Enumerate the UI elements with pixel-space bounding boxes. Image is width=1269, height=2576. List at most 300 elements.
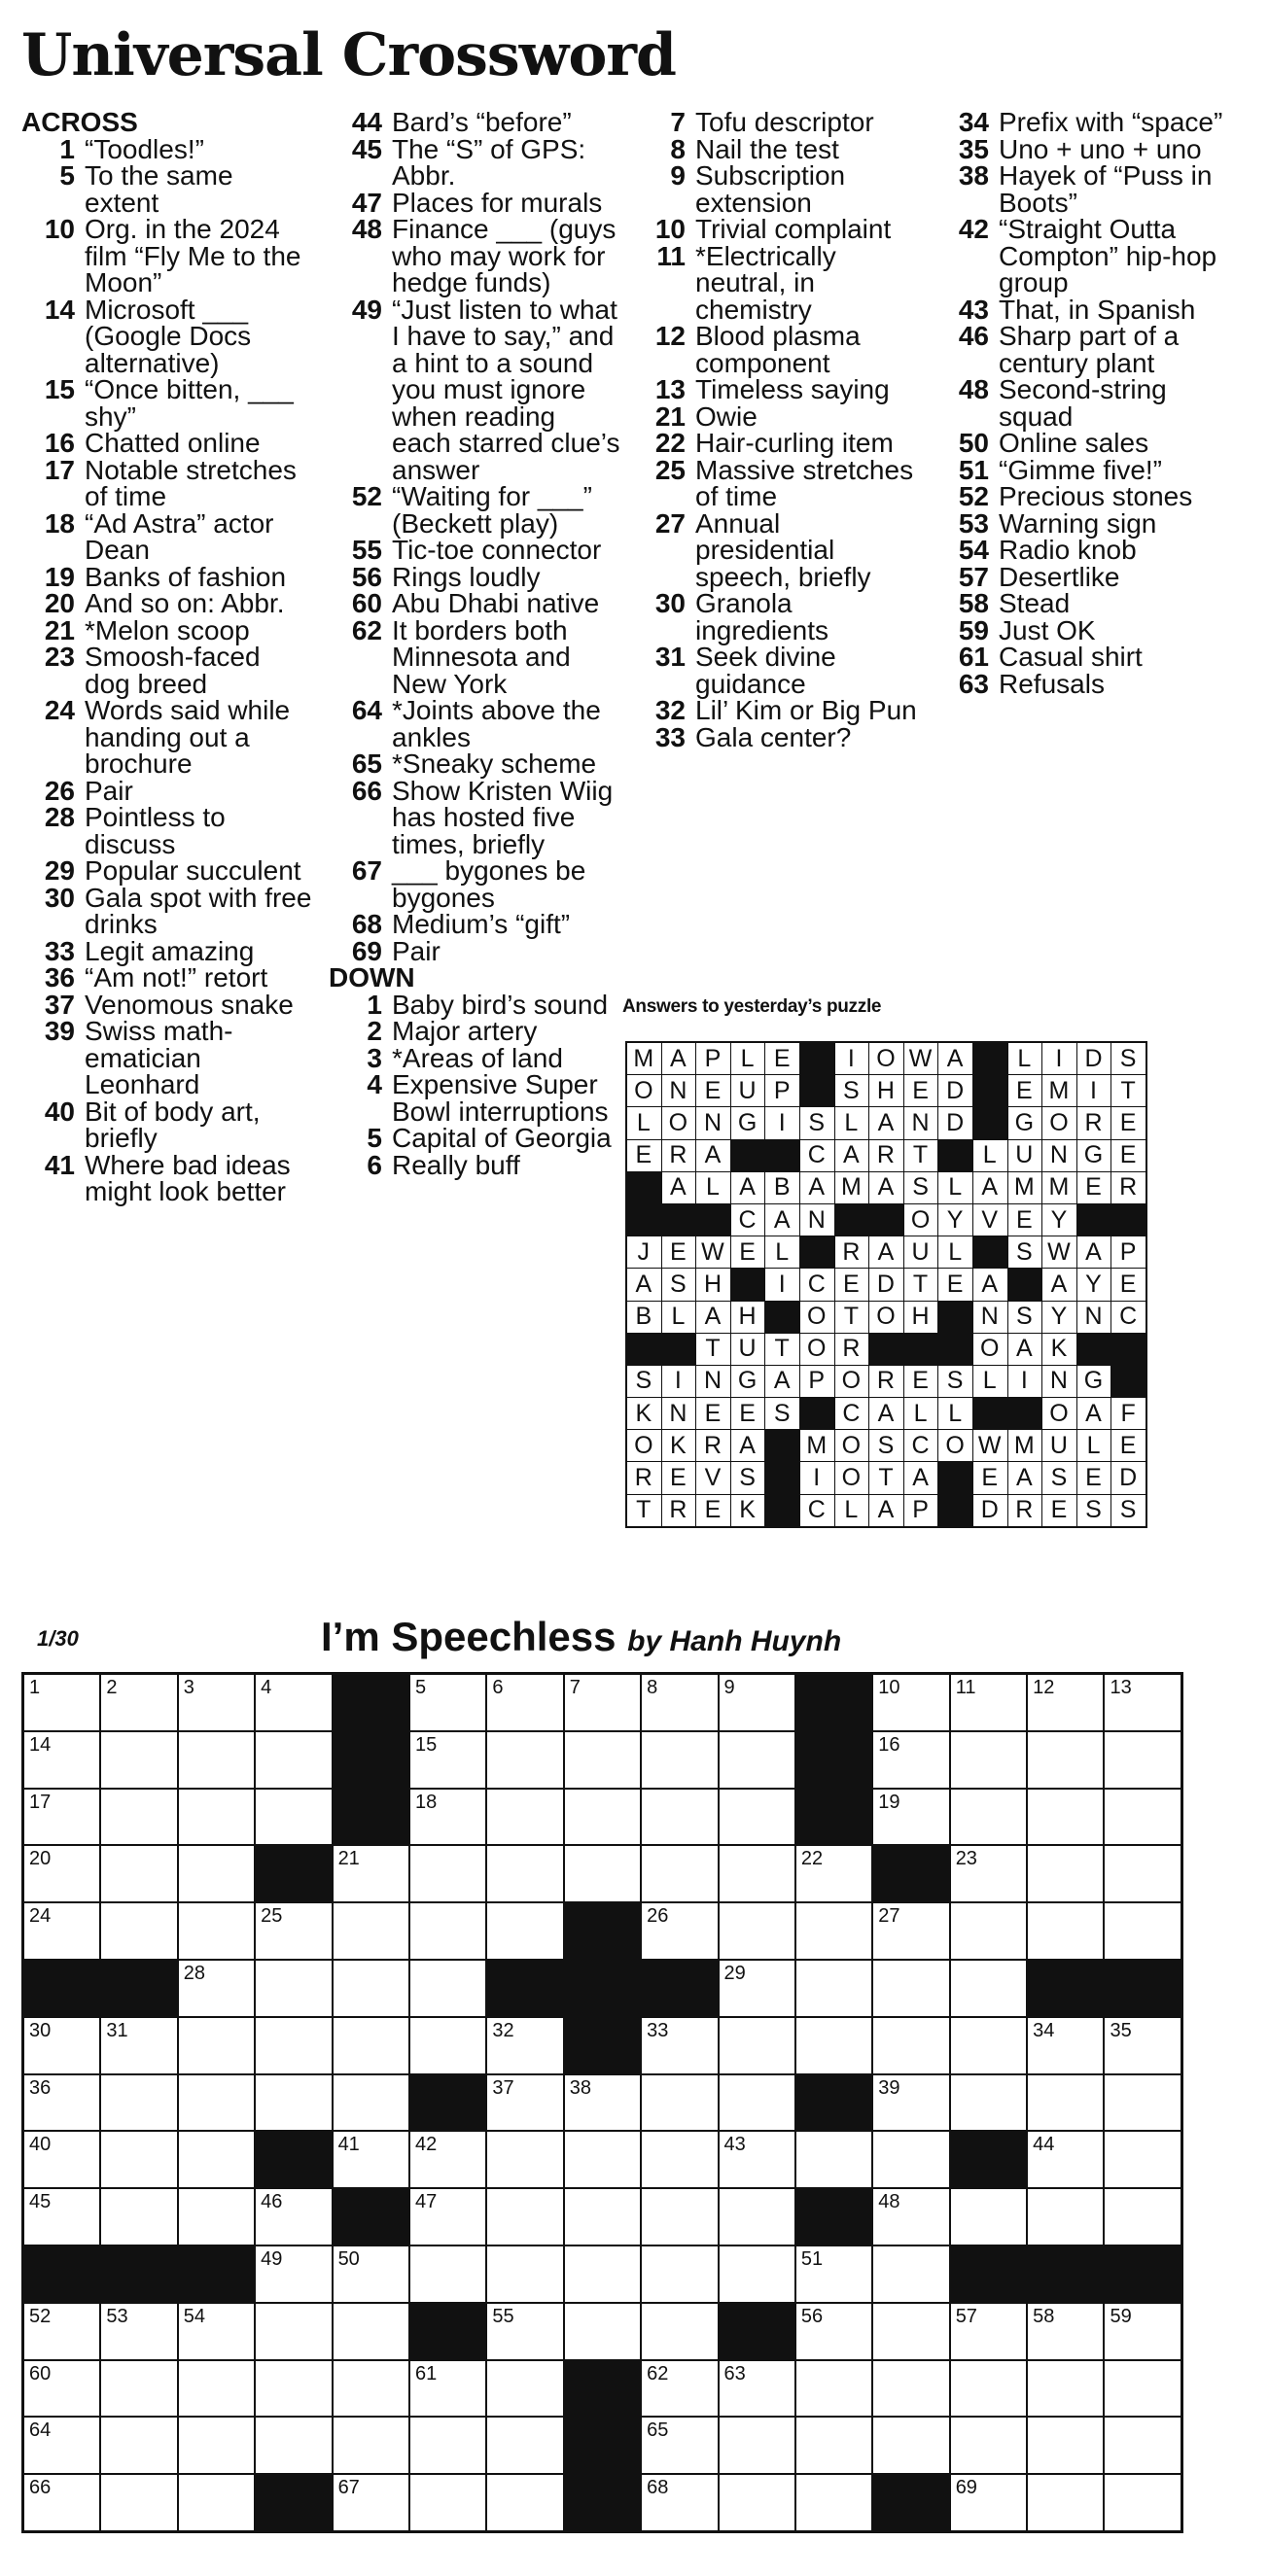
grid-cell[interactable] bbox=[719, 2131, 795, 2188]
cell-number: 16 bbox=[878, 1733, 900, 1756]
grid-cell[interactable] bbox=[178, 2074, 255, 2132]
grid-cell[interactable] bbox=[486, 2188, 563, 2245]
clue-number: 23 bbox=[44, 642, 75, 672]
grid-cell[interactable] bbox=[486, 2417, 563, 2474]
grid-cell[interactable] bbox=[333, 2474, 409, 2531]
grid-cell[interactable] bbox=[409, 2360, 486, 2418]
clue-text: Venomous snake bbox=[85, 989, 294, 1020]
grid-cell[interactable] bbox=[333, 2303, 409, 2360]
answer-cell: S bbox=[765, 1398, 800, 1430]
clue-text: Second-string squad bbox=[999, 374, 1167, 432]
cell-number: 37 bbox=[492, 2076, 514, 2099]
down-clue bbox=[935, 323, 1227, 376]
clue-text: “Ad Astra” actor Dean bbox=[85, 507, 274, 565]
answer-cell: D bbox=[972, 1494, 1007, 1527]
grid-cell[interactable] bbox=[719, 2017, 795, 2074]
grid-cell[interactable] bbox=[178, 1789, 255, 1846]
answer-cell: O bbox=[799, 1301, 834, 1333]
grid-cell[interactable] bbox=[178, 2188, 255, 2245]
grid-cell[interactable] bbox=[1027, 1845, 1104, 1902]
grid-cell[interactable] bbox=[872, 2017, 949, 2074]
grid-cell[interactable] bbox=[178, 2417, 255, 2474]
grid-cell[interactable] bbox=[795, 2360, 872, 2418]
grid-cell[interactable] bbox=[1104, 2303, 1181, 2360]
answer-cell: S bbox=[938, 1365, 973, 1397]
grid-cell[interactable] bbox=[23, 2303, 101, 2360]
grid-cell[interactable] bbox=[795, 2017, 872, 2074]
grid-cell[interactable] bbox=[100, 1789, 177, 1846]
clue-column-3 bbox=[632, 109, 924, 750]
grid-cell[interactable] bbox=[23, 2188, 101, 2245]
grid-cell[interactable] bbox=[333, 2017, 409, 2074]
clue-text: Chatted online bbox=[85, 428, 261, 458]
grid-cell[interactable] bbox=[486, 1789, 563, 1846]
grid-cell[interactable] bbox=[719, 2245, 795, 2303]
grid-cell[interactable] bbox=[719, 2074, 795, 2132]
down-clue bbox=[329, 1042, 620, 1073]
grid-cell[interactable] bbox=[1027, 2074, 1104, 2132]
cell-number: 14 bbox=[29, 1733, 52, 1756]
grid-cell[interactable] bbox=[641, 1731, 718, 1789]
clue-number: 68 bbox=[351, 909, 382, 939]
answers-row bbox=[626, 1398, 1146, 1430]
grid-cell[interactable] bbox=[872, 2417, 949, 2474]
cell-number: 56 bbox=[800, 2305, 824, 2327]
down-clue bbox=[935, 614, 1227, 645]
grid-cell[interactable] bbox=[1104, 2131, 1181, 2188]
grid-cell[interactable] bbox=[23, 1845, 101, 1902]
answer-cell: J bbox=[626, 1236, 661, 1269]
grid-cell[interactable] bbox=[255, 2417, 332, 2474]
grid-cell[interactable] bbox=[486, 1902, 563, 1960]
grid-cell[interactable] bbox=[178, 2131, 255, 2188]
grid-cell[interactable] bbox=[23, 2474, 101, 2531]
grid-cell[interactable] bbox=[1027, 1674, 1104, 1731]
grid-cell[interactable] bbox=[1104, 2017, 1181, 2074]
grid-cell[interactable] bbox=[1104, 1845, 1181, 1902]
answer-cell: E bbox=[1111, 1430, 1146, 1462]
grid-cell[interactable] bbox=[486, 2474, 563, 2531]
down-clue bbox=[935, 216, 1227, 296]
grid-cell[interactable] bbox=[178, 2474, 255, 2531]
grid-cell[interactable] bbox=[950, 1960, 1027, 2017]
grid-cell[interactable] bbox=[333, 1960, 409, 2017]
cell-number: 41 bbox=[337, 2134, 360, 2156]
answer-cell: N bbox=[661, 1075, 696, 1107]
grid-cell[interactable] bbox=[486, 2131, 563, 2188]
clue-number: 35 bbox=[958, 133, 989, 164]
grid-cell[interactable] bbox=[23, 1789, 101, 1846]
grid-cell[interactable] bbox=[23, 1731, 101, 1789]
grid-cell[interactable] bbox=[641, 2303, 718, 2360]
grid-cell[interactable] bbox=[23, 2360, 101, 2418]
grid-cell[interactable] bbox=[795, 2474, 872, 2531]
grid-cell[interactable] bbox=[333, 2360, 409, 2418]
grid-cell[interactable] bbox=[795, 1902, 872, 1960]
cell-number: 58 bbox=[1033, 2305, 1055, 2327]
answer-cell: T bbox=[834, 1301, 869, 1333]
grid-cell[interactable] bbox=[950, 2474, 1027, 2531]
grid-cell[interactable] bbox=[872, 2360, 949, 2418]
grid-cell[interactable] bbox=[872, 1674, 949, 1731]
grid-cell[interactable] bbox=[1027, 2017, 1104, 2074]
grid-cell[interactable] bbox=[178, 1731, 255, 1789]
clue-text: *Electrically neutral, in chemistry bbox=[695, 240, 836, 325]
black-square bbox=[872, 2474, 949, 2531]
grid-cell[interactable] bbox=[795, 2245, 872, 2303]
grid-cell[interactable] bbox=[872, 2074, 949, 2132]
grid-cell[interactable] bbox=[950, 1674, 1027, 1731]
cell-number: 26 bbox=[647, 1905, 669, 1928]
clue-text: Pair bbox=[392, 935, 441, 966]
black-square bbox=[795, 2188, 872, 2245]
answers-row bbox=[626, 1365, 1146, 1397]
grid-cell[interactable] bbox=[564, 1845, 641, 1902]
answer-cell: R bbox=[696, 1430, 731, 1462]
clue-text: Lil’ Kim or Big Pun bbox=[695, 695, 917, 725]
grid-cell[interactable] bbox=[23, 1674, 101, 1731]
grid-cell[interactable] bbox=[486, 2303, 563, 2360]
answer-cell: L bbox=[972, 1365, 1007, 1397]
grid-cell[interactable] bbox=[255, 1789, 332, 1846]
black-square bbox=[795, 1789, 872, 1846]
grid-cell[interactable] bbox=[719, 1674, 795, 1731]
down-clue bbox=[935, 590, 1227, 617]
cell-number: 6 bbox=[492, 1677, 504, 1698]
grid-cell[interactable] bbox=[333, 2245, 409, 2303]
grid-cell[interactable] bbox=[641, 2131, 718, 2188]
grid-cell[interactable] bbox=[641, 1845, 718, 1902]
grid-cell[interactable] bbox=[950, 2074, 1027, 2132]
grid-cell[interactable] bbox=[795, 1960, 872, 2017]
grid-cell[interactable] bbox=[409, 1902, 486, 1960]
grid-cell[interactable] bbox=[950, 1731, 1027, 1789]
grid-cell[interactable] bbox=[255, 2303, 332, 2360]
grid-cell[interactable] bbox=[178, 2360, 255, 2418]
grid-cell[interactable] bbox=[486, 2360, 563, 2418]
grid-cell[interactable] bbox=[1104, 2188, 1181, 2245]
grid-cell[interactable] bbox=[719, 2360, 795, 2418]
grid-cell[interactable] bbox=[564, 2245, 641, 2303]
grid-cell[interactable] bbox=[950, 2360, 1027, 2418]
grid-cell[interactable] bbox=[23, 2131, 101, 2188]
grid-cell[interactable] bbox=[333, 1902, 409, 1960]
grid-cell[interactable] bbox=[486, 1731, 563, 1789]
grid-cell[interactable] bbox=[100, 1902, 177, 1960]
grid-cell[interactable] bbox=[719, 1902, 795, 1960]
grid-cell[interactable] bbox=[1104, 1674, 1181, 1731]
grid-cell[interactable] bbox=[795, 2131, 872, 2188]
clue-number: 7 bbox=[670, 107, 686, 137]
grid-cell[interactable] bbox=[100, 1674, 177, 1731]
clue-text: Banks of fashion bbox=[85, 561, 287, 592]
clue-number: 30 bbox=[654, 588, 686, 618]
answer-cell: A bbox=[696, 1139, 731, 1171]
down-clue bbox=[935, 561, 1227, 592]
across-clue bbox=[21, 296, 313, 377]
grid-cell[interactable] bbox=[641, 2188, 718, 2245]
grid-cell[interactable] bbox=[950, 2417, 1027, 2474]
black-square bbox=[100, 2245, 177, 2303]
clue-text: Trivial complaint bbox=[695, 214, 892, 244]
grid-cell[interactable] bbox=[255, 2017, 332, 2074]
grid-cell[interactable] bbox=[255, 2360, 332, 2418]
grid-cell[interactable] bbox=[719, 1789, 795, 1846]
clue-number: 16 bbox=[44, 428, 75, 458]
black-square bbox=[1027, 2245, 1104, 2303]
clue-number: 64 bbox=[351, 695, 382, 725]
grid-cell[interactable] bbox=[409, 1960, 486, 2017]
grid-cell[interactable] bbox=[23, 2417, 101, 2474]
grid-cell[interactable] bbox=[564, 1674, 641, 1731]
grid-cell[interactable] bbox=[178, 1845, 255, 1902]
answers-row bbox=[626, 1139, 1146, 1171]
grid-cell[interactable] bbox=[872, 1960, 949, 2017]
grid-cell[interactable] bbox=[950, 2017, 1027, 2074]
grid-cell[interactable] bbox=[795, 2303, 872, 2360]
cell-number: 46 bbox=[261, 2191, 283, 2213]
clue-text: Pair bbox=[85, 775, 133, 806]
grid-cell[interactable] bbox=[409, 2417, 486, 2474]
grid-cell[interactable] bbox=[641, 2245, 718, 2303]
grid-cell[interactable] bbox=[255, 1674, 332, 1731]
grid-cell[interactable] bbox=[1104, 1731, 1181, 1789]
clue-text: Nail the test bbox=[695, 133, 839, 164]
grid-cell[interactable] bbox=[1104, 2417, 1181, 2474]
answers-row bbox=[626, 1042, 1146, 1075]
answer-cell: A bbox=[799, 1171, 834, 1203]
grid-cell[interactable] bbox=[23, 2074, 101, 2132]
answer-cell: E bbox=[903, 1075, 938, 1107]
grid-cell[interactable] bbox=[409, 2017, 486, 2074]
grid-cell[interactable] bbox=[641, 2360, 718, 2418]
grid-cell[interactable] bbox=[641, 1789, 718, 1846]
grid-cell[interactable] bbox=[255, 1731, 332, 1789]
grid-cell[interactable] bbox=[255, 2074, 332, 2132]
cell-number: 13 bbox=[1110, 1677, 1132, 1698]
grid-cell[interactable] bbox=[255, 2245, 332, 2303]
grid-cell[interactable] bbox=[1104, 1902, 1181, 1960]
grid-cell[interactable] bbox=[564, 1731, 641, 1789]
grid-cell[interactable] bbox=[1027, 2474, 1104, 2531]
cell-number: 51 bbox=[800, 2247, 824, 2270]
grid-cell[interactable] bbox=[719, 1731, 795, 1789]
grid-cell[interactable] bbox=[641, 1902, 718, 1960]
grid-cell[interactable] bbox=[178, 1674, 255, 1731]
grid-cell[interactable] bbox=[409, 1789, 486, 1846]
cell-number: 39 bbox=[878, 2076, 900, 2099]
grid-cell[interactable] bbox=[719, 1960, 795, 2017]
answer-cell: W bbox=[1042, 1236, 1077, 1269]
answer-cell: A bbox=[1076, 1236, 1111, 1269]
grid-cell[interactable] bbox=[409, 2188, 486, 2245]
down-clue bbox=[329, 1071, 620, 1125]
grid-cell[interactable] bbox=[100, 2131, 177, 2188]
grid-cell[interactable] bbox=[795, 1845, 872, 1902]
black-square bbox=[869, 1203, 904, 1236]
grid-cell[interactable] bbox=[719, 2417, 795, 2474]
grid-cell[interactable] bbox=[100, 2417, 177, 2474]
clue-text: Blood plasma component bbox=[695, 321, 861, 378]
grid-cell[interactable] bbox=[100, 1731, 177, 1789]
grid-cell[interactable] bbox=[872, 1902, 949, 1960]
grid-cell[interactable] bbox=[486, 1674, 563, 1731]
clue-number: 1 bbox=[59, 133, 75, 164]
grid-cell[interactable] bbox=[255, 1902, 332, 1960]
grid-cell[interactable] bbox=[100, 1845, 177, 1902]
grid-cell[interactable] bbox=[641, 2417, 718, 2474]
grid-cell[interactable] bbox=[409, 2474, 486, 2531]
grid-cell[interactable] bbox=[333, 2131, 409, 2188]
grid-cell[interactable] bbox=[1027, 2417, 1104, 2474]
grid-cell[interactable] bbox=[333, 1845, 409, 1902]
black-square bbox=[1027, 1960, 1104, 2017]
grid-cell[interactable] bbox=[486, 2245, 563, 2303]
grid-cell[interactable] bbox=[1027, 2360, 1104, 2418]
answer-cell: N bbox=[696, 1365, 731, 1397]
across-clue bbox=[21, 964, 313, 992]
clue-text: Timeless saying bbox=[695, 374, 890, 404]
grid-cell[interactable] bbox=[1027, 2303, 1104, 2360]
answer-cell: L bbox=[730, 1042, 765, 1075]
grid-cell[interactable] bbox=[872, 1789, 949, 1846]
grid-cell[interactable] bbox=[486, 1845, 563, 1902]
grid-cell[interactable] bbox=[1104, 2474, 1181, 2531]
grid-cell[interactable] bbox=[564, 2303, 641, 2360]
grid-cell[interactable] bbox=[333, 2074, 409, 2132]
grid-cell[interactable] bbox=[178, 2017, 255, 2074]
grid-cell[interactable] bbox=[23, 1902, 101, 1960]
grid-cell[interactable] bbox=[486, 2017, 563, 2074]
grid-cell[interactable] bbox=[409, 1674, 486, 1731]
grid-cell[interactable] bbox=[641, 2474, 718, 2531]
grid-cell[interactable] bbox=[409, 1845, 486, 1902]
grid-row bbox=[23, 2074, 1182, 2132]
clue-text: Really buff bbox=[392, 1149, 520, 1180]
grid-cell[interactable] bbox=[409, 2245, 486, 2303]
grid-cell[interactable] bbox=[100, 2474, 177, 2531]
answer-cell: L bbox=[903, 1398, 938, 1430]
grid-cell[interactable] bbox=[950, 1902, 1027, 1960]
across-clue bbox=[21, 935, 313, 966]
across-clue bbox=[21, 697, 313, 778]
answer-cell: C bbox=[730, 1203, 765, 1236]
down-clue bbox=[935, 483, 1227, 510]
grid-cell[interactable] bbox=[564, 1789, 641, 1846]
clue-number: 51 bbox=[958, 454, 989, 485]
answer-cell: D bbox=[1111, 1462, 1146, 1494]
grid-cell[interactable] bbox=[872, 1731, 949, 1789]
grid-cell[interactable] bbox=[255, 2188, 332, 2245]
answer-cell: L bbox=[661, 1301, 696, 1333]
grid-cell[interactable] bbox=[719, 1845, 795, 1902]
grid-cell[interactable] bbox=[100, 2360, 177, 2418]
answer-cell: C bbox=[834, 1398, 869, 1430]
grid-cell[interactable] bbox=[100, 2188, 177, 2245]
grid-cell[interactable] bbox=[1027, 1731, 1104, 1789]
grid-cell[interactable] bbox=[100, 2303, 177, 2360]
cell-number: 36 bbox=[29, 2076, 52, 2099]
clue-number: 13 bbox=[654, 374, 686, 404]
grid-cell[interactable] bbox=[333, 2417, 409, 2474]
grid-cell[interactable] bbox=[255, 1960, 332, 2017]
down-clue bbox=[935, 296, 1227, 324]
clue-column-4 bbox=[935, 109, 1227, 697]
grid-cell[interactable] bbox=[1027, 2188, 1104, 2245]
across-clue bbox=[21, 882, 313, 939]
answer-cell: C bbox=[799, 1269, 834, 1301]
grid-cell[interactable] bbox=[950, 1789, 1027, 1846]
grid-cell[interactable] bbox=[1027, 2131, 1104, 2188]
grid-cell[interactable] bbox=[1027, 1902, 1104, 1960]
grid-cell[interactable] bbox=[872, 2303, 949, 2360]
grid-cell[interactable] bbox=[23, 2017, 101, 2074]
grid-cell[interactable] bbox=[641, 2074, 718, 2132]
grid-cell[interactable] bbox=[486, 2074, 563, 2132]
clue-text: *Melon scoop bbox=[85, 614, 250, 645]
grid-cell[interactable] bbox=[950, 1845, 1027, 1902]
answer-cell: A bbox=[661, 1042, 696, 1075]
black-square bbox=[938, 1462, 973, 1494]
clue-text: Annual presidential speech, briefly bbox=[695, 507, 871, 592]
grid-cell[interactable] bbox=[950, 2188, 1027, 2245]
grid-cell[interactable] bbox=[178, 1960, 255, 2017]
grid-cell[interactable] bbox=[1104, 1789, 1181, 1846]
grid-cell[interactable] bbox=[641, 1674, 718, 1731]
answer-cell: G bbox=[730, 1365, 765, 1397]
answer-cell: M bbox=[1007, 1171, 1042, 1203]
grid-cell[interactable] bbox=[795, 2417, 872, 2474]
clue-text: “Toodles!” bbox=[85, 133, 204, 164]
grid-cell[interactable] bbox=[872, 2245, 949, 2303]
grid-cell[interactable] bbox=[178, 1902, 255, 1960]
grid-cell[interactable] bbox=[409, 2131, 486, 2188]
grid-cell[interactable] bbox=[100, 2074, 177, 2132]
grid-cell[interactable] bbox=[719, 2474, 795, 2531]
cell-number: 12 bbox=[1033, 1677, 1055, 1698]
clue-number: 6 bbox=[367, 1149, 382, 1180]
clue-number: 15 bbox=[44, 374, 75, 404]
grid-cell[interactable] bbox=[872, 2188, 949, 2245]
grid-cell[interactable] bbox=[564, 2074, 641, 2132]
grid-cell[interactable] bbox=[409, 1731, 486, 1789]
grid-cell[interactable] bbox=[1104, 2360, 1181, 2418]
grid-cell[interactable] bbox=[564, 2131, 641, 2188]
black-square bbox=[730, 1269, 765, 1301]
clue-text: “Gimme five!” bbox=[999, 454, 1162, 485]
grid-cell[interactable] bbox=[1027, 1789, 1104, 1846]
across-clue bbox=[329, 935, 620, 966]
answer-cell: A bbox=[869, 1494, 904, 1527]
grid-cell[interactable] bbox=[1104, 2074, 1181, 2132]
answer-cell: O bbox=[834, 1462, 869, 1494]
answer-cell: S bbox=[1111, 1494, 1146, 1527]
grid-cell[interactable] bbox=[872, 2131, 949, 2188]
grid-cell[interactable] bbox=[719, 2188, 795, 2245]
grid-cell[interactable] bbox=[564, 2188, 641, 2245]
clue-number: 33 bbox=[44, 935, 75, 966]
cell-number: 42 bbox=[414, 2134, 438, 2156]
grid-cell[interactable] bbox=[641, 2017, 718, 2074]
grid-cell[interactable] bbox=[950, 2303, 1027, 2360]
grid-cell[interactable] bbox=[178, 2303, 255, 2360]
answer-cell: O bbox=[903, 1203, 938, 1236]
answer-cell: N bbox=[1042, 1139, 1077, 1171]
answer-cell: N bbox=[661, 1398, 696, 1430]
clue-text: Prefix with “space” bbox=[999, 107, 1223, 137]
answer-cell: R bbox=[869, 1365, 904, 1397]
grid-cell[interactable] bbox=[100, 2017, 177, 2074]
